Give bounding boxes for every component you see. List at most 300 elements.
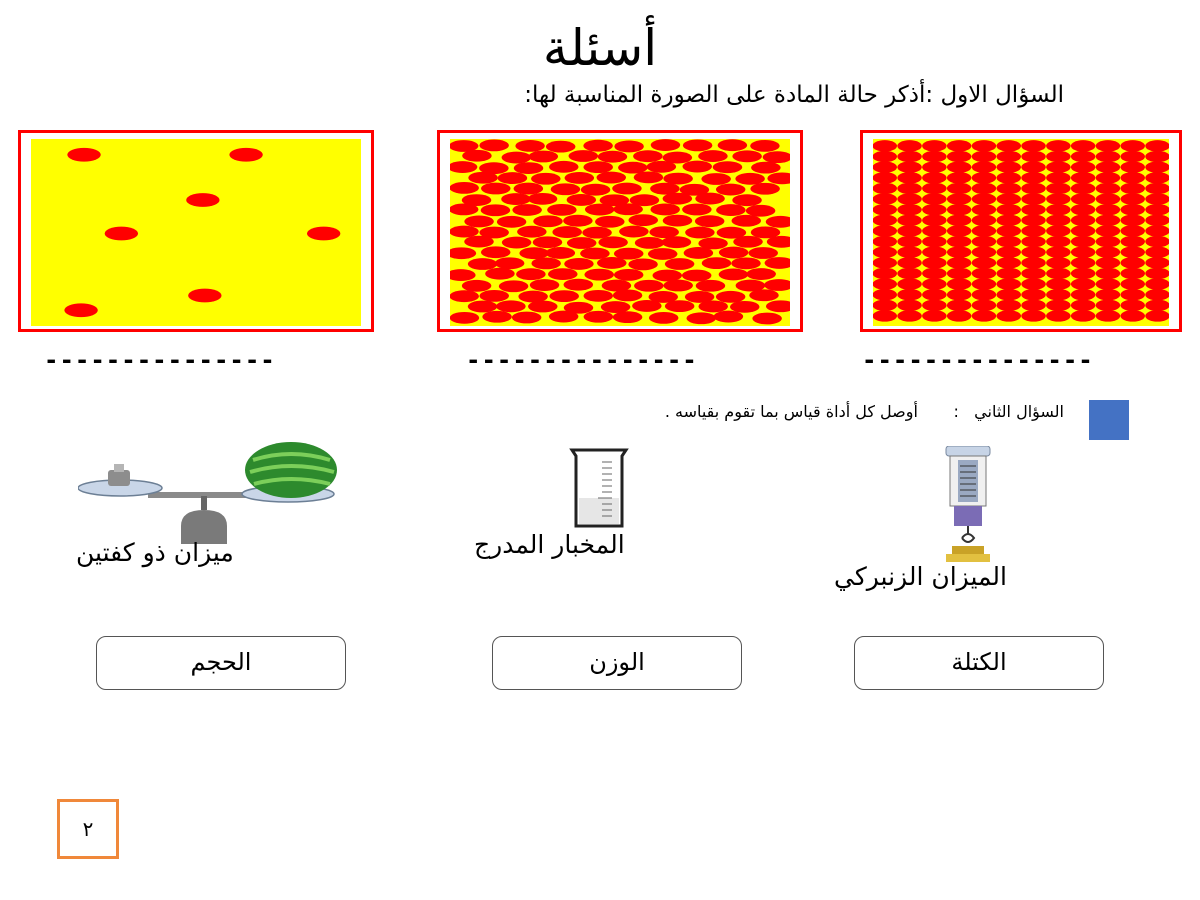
particle bbox=[698, 150, 727, 162]
particle bbox=[947, 183, 972, 194]
particle bbox=[996, 257, 1021, 268]
particle bbox=[873, 225, 897, 236]
particle bbox=[972, 289, 997, 300]
particle bbox=[495, 257, 524, 269]
answer-blank-solid[interactable]: --------------- bbox=[862, 346, 1094, 374]
particle bbox=[682, 204, 711, 216]
particle bbox=[1071, 268, 1096, 279]
particle bbox=[1145, 278, 1169, 289]
particle bbox=[1071, 278, 1096, 289]
particle bbox=[752, 313, 781, 325]
page-title: أسئلة bbox=[542, 19, 658, 77]
particle bbox=[549, 290, 578, 302]
particle bbox=[897, 236, 922, 247]
particle bbox=[947, 310, 972, 321]
particle bbox=[996, 289, 1021, 300]
particle bbox=[567, 194, 596, 206]
particle bbox=[922, 289, 947, 300]
particle bbox=[1071, 215, 1096, 226]
particle bbox=[922, 193, 947, 204]
particle bbox=[996, 140, 1021, 151]
particle bbox=[597, 257, 626, 269]
particle bbox=[1145, 183, 1169, 194]
particle bbox=[552, 226, 581, 238]
particle bbox=[746, 268, 775, 280]
particle bbox=[1096, 268, 1121, 279]
particle bbox=[873, 310, 897, 321]
particle bbox=[649, 312, 678, 324]
particle bbox=[1096, 193, 1121, 204]
particle bbox=[947, 204, 972, 215]
particle bbox=[732, 150, 761, 162]
particle bbox=[618, 162, 647, 174]
particle bbox=[635, 237, 664, 249]
particle bbox=[514, 183, 543, 195]
particle bbox=[1120, 183, 1145, 194]
particle bbox=[749, 289, 778, 301]
particle bbox=[947, 268, 972, 279]
particle bbox=[584, 290, 613, 302]
particle bbox=[922, 225, 947, 236]
particle bbox=[1071, 204, 1096, 215]
particle bbox=[1120, 172, 1145, 183]
particle bbox=[1046, 140, 1071, 151]
particle bbox=[1021, 268, 1046, 279]
particle bbox=[450, 182, 479, 194]
particle bbox=[528, 193, 557, 205]
particle bbox=[1046, 278, 1071, 289]
particle bbox=[529, 151, 558, 163]
question-2-marker bbox=[1089, 400, 1129, 440]
particle bbox=[634, 280, 663, 292]
particle bbox=[972, 215, 997, 226]
particle bbox=[663, 215, 692, 227]
particle bbox=[996, 310, 1021, 321]
particle bbox=[719, 247, 748, 259]
particle bbox=[1021, 151, 1046, 162]
particle bbox=[1145, 193, 1169, 204]
particle bbox=[972, 172, 997, 183]
answer-blank-gas[interactable]: --------------- bbox=[44, 346, 276, 374]
particle bbox=[972, 193, 997, 204]
particle bbox=[585, 204, 614, 216]
particle bbox=[947, 215, 972, 226]
particle bbox=[751, 162, 780, 174]
particle bbox=[1046, 172, 1071, 183]
particle bbox=[996, 161, 1021, 172]
particle bbox=[613, 289, 642, 301]
spring-balance-icon bbox=[940, 446, 996, 564]
particle bbox=[996, 278, 1021, 289]
particle bbox=[450, 290, 479, 302]
particle bbox=[1071, 140, 1096, 151]
particle bbox=[687, 312, 716, 324]
particle bbox=[1046, 215, 1071, 226]
particle bbox=[897, 183, 922, 194]
particle bbox=[1046, 204, 1071, 215]
particle bbox=[996, 151, 1021, 162]
particle bbox=[730, 301, 759, 313]
particle bbox=[1120, 193, 1145, 204]
particle bbox=[1120, 225, 1145, 236]
particle bbox=[947, 236, 972, 247]
liquid-particles-svg bbox=[450, 139, 790, 326]
particle bbox=[897, 225, 922, 236]
page-number: ٢ bbox=[57, 799, 119, 859]
particle bbox=[1120, 215, 1145, 226]
particle bbox=[873, 278, 897, 289]
particle bbox=[897, 151, 922, 162]
particle bbox=[947, 172, 972, 183]
particle bbox=[1145, 161, 1169, 172]
particle bbox=[1145, 225, 1169, 236]
particle bbox=[972, 151, 997, 162]
particle bbox=[947, 246, 972, 257]
particle bbox=[947, 278, 972, 289]
particle bbox=[1120, 161, 1145, 172]
particle bbox=[682, 270, 711, 282]
particle bbox=[1021, 183, 1046, 194]
particle bbox=[481, 246, 510, 258]
particle bbox=[719, 269, 748, 281]
particle bbox=[1145, 204, 1169, 215]
particle bbox=[684, 247, 713, 259]
particle bbox=[972, 225, 997, 236]
particle bbox=[718, 139, 747, 151]
particle bbox=[614, 269, 643, 281]
particle bbox=[922, 215, 947, 226]
particle bbox=[1096, 151, 1121, 162]
particle bbox=[897, 140, 922, 151]
particle bbox=[1145, 257, 1169, 268]
particle bbox=[468, 172, 497, 184]
particle bbox=[1021, 215, 1046, 226]
particle bbox=[648, 248, 677, 260]
particle bbox=[582, 227, 611, 239]
particle bbox=[1046, 225, 1071, 236]
gas-particles-svg bbox=[31, 139, 361, 326]
particle bbox=[922, 183, 947, 194]
particle bbox=[498, 172, 527, 184]
particle bbox=[1071, 161, 1096, 172]
particle bbox=[519, 247, 548, 259]
particle bbox=[598, 236, 627, 248]
particle bbox=[1096, 140, 1121, 151]
solid-particles-svg bbox=[873, 139, 1169, 326]
particle bbox=[584, 311, 613, 323]
particle bbox=[665, 300, 694, 312]
particle bbox=[714, 311, 743, 323]
particle bbox=[650, 204, 679, 216]
particle bbox=[533, 236, 562, 248]
particle bbox=[922, 236, 947, 247]
particle bbox=[1046, 268, 1071, 279]
particle bbox=[546, 247, 575, 259]
particle bbox=[1071, 300, 1096, 311]
particle bbox=[701, 173, 730, 185]
particle bbox=[512, 312, 541, 324]
particle bbox=[1071, 151, 1096, 162]
particle bbox=[695, 193, 724, 205]
particle bbox=[565, 172, 594, 184]
particle bbox=[1145, 236, 1169, 247]
particle bbox=[1145, 289, 1169, 300]
particle bbox=[922, 204, 947, 215]
particle bbox=[922, 151, 947, 162]
particle bbox=[584, 269, 613, 281]
gas-state-image bbox=[18, 130, 374, 332]
particle bbox=[1021, 225, 1046, 236]
particle bbox=[583, 140, 612, 152]
particle bbox=[548, 268, 577, 280]
particle bbox=[479, 290, 508, 302]
particle bbox=[1021, 140, 1046, 151]
particle bbox=[1071, 183, 1096, 194]
particle bbox=[696, 280, 725, 292]
particle bbox=[564, 279, 593, 291]
particle bbox=[1120, 204, 1145, 215]
particle bbox=[1071, 193, 1096, 204]
particle bbox=[733, 236, 762, 248]
particle bbox=[732, 215, 761, 227]
particle bbox=[873, 204, 897, 215]
particle bbox=[731, 257, 760, 269]
particle bbox=[530, 279, 559, 291]
particle bbox=[897, 246, 922, 257]
particle bbox=[1071, 172, 1096, 183]
particle bbox=[683, 139, 712, 151]
particle bbox=[996, 183, 1021, 194]
balance-scale-label: ميزان ذو كفتين bbox=[76, 538, 234, 567]
particle bbox=[517, 226, 546, 238]
particle bbox=[1145, 140, 1169, 151]
answer-box-mass[interactable]: الكتلة bbox=[854, 636, 1104, 690]
particle bbox=[1046, 236, 1071, 247]
particle bbox=[873, 140, 897, 151]
particle bbox=[516, 268, 545, 280]
particle bbox=[683, 161, 712, 173]
question-1-text: السؤال الاول :أذكر حالة المادة على الصورة المناسبة لها: bbox=[524, 82, 1064, 108]
particle bbox=[698, 301, 727, 313]
particle bbox=[647, 161, 676, 173]
particle bbox=[662, 236, 691, 248]
particle bbox=[1120, 289, 1145, 300]
particle bbox=[1096, 225, 1121, 236]
question-2-text: السؤال الثاني : أوصل كل أداة قياس بما تقوم بقياسه . bbox=[664, 402, 1064, 421]
particle bbox=[922, 268, 947, 279]
particle bbox=[947, 193, 972, 204]
particle bbox=[1145, 268, 1169, 279]
particle bbox=[873, 257, 897, 268]
particle bbox=[613, 311, 642, 323]
particle bbox=[922, 300, 947, 311]
particle bbox=[947, 151, 972, 162]
particle bbox=[897, 300, 922, 311]
particle bbox=[583, 161, 612, 173]
solid-state-image bbox=[860, 130, 1182, 332]
particle bbox=[502, 237, 531, 249]
particle bbox=[1120, 257, 1145, 268]
particle bbox=[1046, 300, 1071, 311]
particle bbox=[613, 203, 642, 215]
particle bbox=[546, 141, 575, 153]
particle bbox=[1021, 246, 1046, 257]
particle bbox=[996, 172, 1021, 183]
particle bbox=[1145, 310, 1169, 321]
particle bbox=[996, 268, 1021, 279]
particle bbox=[1046, 289, 1071, 300]
particle bbox=[922, 172, 947, 183]
particle bbox=[873, 246, 897, 257]
particle bbox=[633, 150, 662, 162]
particle bbox=[1120, 310, 1145, 321]
particle bbox=[663, 193, 692, 205]
particle bbox=[716, 204, 745, 216]
particle bbox=[563, 215, 592, 227]
particle bbox=[514, 162, 543, 174]
particle bbox=[1046, 151, 1071, 162]
particle bbox=[1021, 289, 1046, 300]
particle bbox=[746, 205, 775, 217]
particle bbox=[922, 140, 947, 151]
answer-box-weight[interactable]: الوزن bbox=[492, 636, 742, 690]
particle bbox=[1120, 236, 1145, 247]
particle bbox=[1096, 236, 1121, 247]
particle bbox=[972, 310, 997, 321]
particle bbox=[464, 216, 493, 228]
particle bbox=[549, 311, 578, 323]
particle bbox=[1071, 257, 1096, 268]
particle bbox=[1021, 257, 1046, 268]
particle bbox=[481, 183, 510, 195]
particle bbox=[873, 183, 897, 194]
particle bbox=[972, 183, 997, 194]
particle bbox=[497, 216, 526, 228]
particle bbox=[601, 301, 630, 313]
balance-scale-icon bbox=[78, 440, 340, 544]
particle bbox=[897, 289, 922, 300]
particle bbox=[1120, 151, 1145, 162]
particle bbox=[873, 161, 897, 172]
particle bbox=[996, 193, 1021, 204]
particle bbox=[732, 194, 761, 206]
particle bbox=[996, 215, 1021, 226]
particle bbox=[1046, 257, 1071, 268]
particle bbox=[922, 310, 947, 321]
particle bbox=[1096, 289, 1121, 300]
particle bbox=[972, 236, 997, 247]
particle bbox=[515, 140, 544, 152]
particle bbox=[567, 237, 596, 249]
particle bbox=[502, 152, 531, 164]
particle bbox=[1145, 215, 1169, 226]
particle bbox=[1145, 300, 1169, 311]
particle bbox=[462, 280, 491, 292]
particle bbox=[663, 280, 692, 292]
particle bbox=[619, 226, 648, 238]
particle bbox=[1096, 204, 1121, 215]
particle bbox=[1071, 289, 1096, 300]
particle bbox=[1021, 193, 1046, 204]
particle bbox=[485, 268, 514, 280]
particle bbox=[873, 215, 897, 226]
particle bbox=[873, 268, 897, 279]
particle bbox=[1046, 246, 1071, 257]
particle bbox=[649, 226, 678, 238]
particle bbox=[1096, 172, 1121, 183]
particle bbox=[1145, 246, 1169, 257]
particle bbox=[1021, 300, 1046, 311]
particle bbox=[1021, 278, 1046, 289]
answer-box-volume[interactable]: الحجم bbox=[96, 636, 346, 690]
particle bbox=[531, 258, 560, 270]
particle bbox=[947, 161, 972, 172]
particle bbox=[750, 183, 779, 195]
particle bbox=[598, 151, 627, 163]
particle bbox=[450, 226, 479, 238]
particle bbox=[462, 150, 491, 162]
particle bbox=[873, 289, 897, 300]
particle bbox=[512, 204, 541, 216]
particle bbox=[996, 225, 1021, 236]
particle bbox=[581, 184, 610, 196]
particle bbox=[533, 215, 562, 227]
particle bbox=[531, 173, 560, 185]
particle bbox=[1021, 172, 1046, 183]
particle bbox=[663, 173, 692, 185]
particle bbox=[897, 172, 922, 183]
particle bbox=[972, 300, 997, 311]
particle bbox=[922, 257, 947, 268]
particle bbox=[468, 258, 497, 270]
particle bbox=[1120, 278, 1145, 289]
particle bbox=[632, 300, 661, 312]
particle bbox=[972, 257, 997, 268]
particle bbox=[947, 300, 972, 311]
particle bbox=[499, 280, 528, 292]
particle bbox=[614, 141, 643, 153]
particle bbox=[482, 311, 511, 323]
particle bbox=[996, 246, 1021, 257]
particle bbox=[468, 301, 497, 313]
answer-blank-liquid[interactable]: --------------- bbox=[466, 346, 698, 374]
particle bbox=[922, 278, 947, 289]
particle bbox=[1145, 151, 1169, 162]
particle bbox=[1021, 310, 1046, 321]
particle bbox=[450, 312, 479, 324]
particle bbox=[996, 204, 1021, 215]
particle bbox=[597, 172, 626, 184]
particle bbox=[897, 310, 922, 321]
particle bbox=[1071, 246, 1096, 257]
particle bbox=[748, 247, 777, 259]
particle bbox=[1071, 236, 1096, 247]
particle bbox=[1120, 300, 1145, 311]
particle bbox=[479, 139, 508, 151]
particle bbox=[1046, 183, 1071, 194]
particle bbox=[947, 289, 972, 300]
particle bbox=[1021, 161, 1046, 172]
particle bbox=[629, 214, 658, 226]
particle bbox=[665, 258, 694, 270]
particle bbox=[702, 257, 731, 269]
particle bbox=[501, 193, 530, 205]
particle bbox=[947, 225, 972, 236]
particle bbox=[897, 268, 922, 279]
particle bbox=[1021, 204, 1046, 215]
particle bbox=[922, 246, 947, 257]
particle bbox=[972, 204, 997, 215]
